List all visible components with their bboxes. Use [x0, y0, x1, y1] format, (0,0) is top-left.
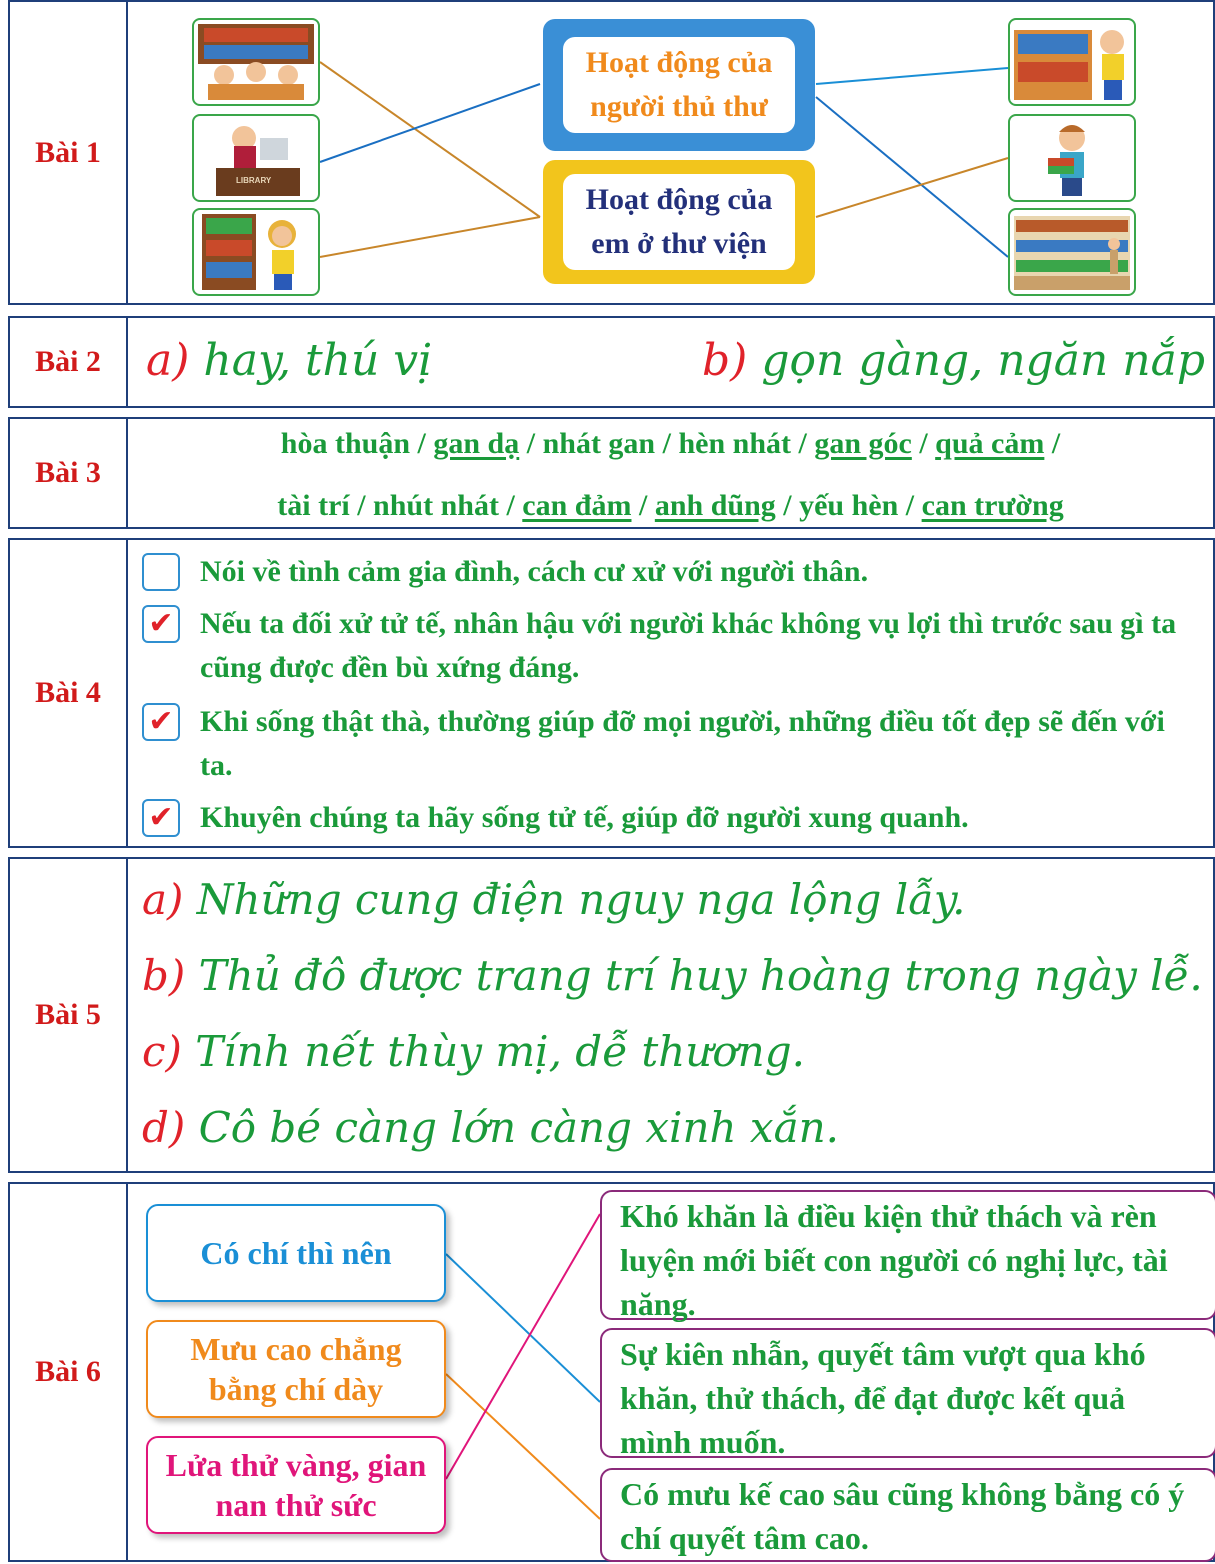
checkbox-4[interactable]: [142, 799, 180, 837]
exercise-4-row: [8, 538, 1215, 848]
match-line-1: [320, 62, 540, 217]
option-1-text: Nói về tình cảm gia đình, cách cư xử với người thân.: [200, 555, 869, 588]
checkbox-1[interactable]: [142, 553, 180, 591]
boy-carrying-books-icon[interactable]: [1008, 114, 1136, 202]
meaning-1-box[interactable]: [600, 1190, 1215, 1320]
librarian-desk-icon[interactable]: [192, 114, 320, 202]
word-text: /: [1044, 427, 1061, 460]
answer-2b: [702, 332, 1205, 390]
proverb-2-box[interactable]: [146, 1320, 446, 1418]
underlined-word: can trường: [921, 489, 1064, 522]
meaning-3-box[interactable]: [600, 1468, 1215, 1562]
exercise-3-row: [8, 417, 1215, 529]
answer-5d-marker: d): [142, 1103, 186, 1152]
answer-2b-text: gọn gàng, ngăn nắp: [761, 335, 1205, 386]
match-line-6: [816, 158, 1008, 217]
option-2-text: Nếu ta đối xử tử tế, nhân hậu với người khác không vụ lợi thì trước sau gì ta cũng được đền bù xứng đáng.: [200, 607, 1177, 684]
option-2: [142, 602, 1182, 690]
answer-5b: [142, 941, 1203, 1011]
checkmark-3: ✔: [148, 704, 174, 739]
girl-bookshelf-icon[interactable]: [192, 208, 320, 296]
student-activities-title: Hoạt động của em ở thư viện: [563, 174, 795, 270]
exercise-3-label: Bài 3: [10, 419, 128, 527]
match-line-3: [320, 217, 540, 257]
word-text: /: [410, 427, 434, 460]
word-list-line-2: [128, 475, 1213, 537]
word-text: / yếu hèn /: [775, 489, 922, 522]
meaning-2-box[interactable]: [600, 1328, 1215, 1458]
match-line-4: [816, 68, 1008, 84]
exercise-1-content: [128, 2, 1213, 303]
answer-5a: [142, 865, 965, 935]
answer-5c: [142, 1017, 805, 1087]
underlined-word: anh dũng: [654, 489, 776, 522]
answer-2a-marker: a): [146, 335, 190, 386]
underlined-word: quả cảm: [935, 427, 1045, 460]
boy-shelving-books-icon[interactable]: [1008, 18, 1136, 106]
underlined-word: gan dạ: [433, 427, 520, 460]
exercise-3-content: [128, 419, 1213, 527]
proverb-3-box[interactable]: [146, 1436, 446, 1534]
answer-2a: [146, 332, 432, 390]
exercise-5-content: [128, 859, 1213, 1171]
word-text: /: [631, 489, 655, 522]
exercise-1-label: Bài 1: [10, 2, 128, 303]
answer-5c-text: Tính nết thùy mị, dễ thương.: [195, 1027, 805, 1076]
exercise-6-label: Bài 6: [10, 1184, 128, 1560]
proverb-3-text: Lửa thử vàng, gian nan thử sức: [165, 1447, 427, 1523]
exercise-4-label: Bài 4: [10, 540, 128, 846]
option-4: [142, 796, 969, 840]
exercise-5-row: [8, 857, 1215, 1173]
word-text: /: [911, 427, 936, 460]
proverb-line-1: [446, 1254, 600, 1402]
meaning-2-text: Sự kiên nhẫn, quyết tâm vượt qua khó khăn, thử thách, để đạt được kết quả mình muốn.: [620, 1336, 1146, 1460]
proverb-line-3: [446, 1214, 600, 1479]
checkbox-2[interactable]: [142, 605, 180, 643]
exercise-2-label: Bài 2: [10, 318, 128, 406]
meaning-1-text: Khó khăn là điều kiện thử thách và rèn luyện mới biết con người có nghị lực, tài năng.: [620, 1198, 1168, 1322]
answer-5d-text: Cô bé càng lớn càng xinh xắn.: [198, 1103, 840, 1152]
answer-2a-text: hay, thú vị: [203, 335, 433, 386]
answer-2b-marker: b): [702, 335, 748, 386]
option-3-text: Khi sống thật thà, thường giúp đỡ mọi người, những điều tốt đẹp sẽ đến với ta.: [200, 705, 1165, 782]
exercise-5-label: Bài 5: [10, 859, 128, 1171]
word-text: tài trí / nhút nhát /: [277, 489, 523, 522]
student-activities-board: [543, 160, 815, 284]
exercise-2-content: [128, 318, 1213, 406]
proverb-line-2: [446, 1374, 600, 1519]
answer-5a-text: Những cung điện nguy nga lộng lẫy.: [196, 875, 966, 924]
proverb-1-box[interactable]: [146, 1204, 446, 1302]
proverb-1-text: Có chí thì nên: [200, 1235, 392, 1271]
answer-5d: [142, 1093, 839, 1163]
match-line-2: [320, 84, 540, 162]
exercise-6-row: [8, 1182, 1215, 1562]
librarian-activities-board: [543, 19, 815, 151]
option-3: [142, 700, 1202, 788]
option-1: [142, 550, 868, 594]
children-reading-icon[interactable]: [192, 18, 320, 106]
word-list-line-1: [128, 413, 1213, 475]
match-line-5: [816, 97, 1008, 257]
answer-5c-marker: c): [142, 1027, 182, 1076]
exercise-4-content: [128, 540, 1213, 846]
exercise-2-row: [8, 316, 1215, 408]
word-text: hòa thuận: [280, 427, 411, 460]
checkbox-3[interactable]: [142, 703, 180, 741]
answer-5b-text: Thủ đô được trang trí huy hoàng trong ngày lễ.: [198, 951, 1203, 1000]
exercise-1-row: [8, 0, 1215, 305]
underlined-word: can đảm: [522, 489, 632, 522]
answer-5b-marker: b): [142, 951, 186, 1000]
word-text: / nhát gan / hèn nhát /: [519, 427, 815, 460]
option-4-text: Khuyên chúng ta hãy sống tử tế, giúp đỡ người xung quanh.: [200, 801, 969, 834]
checkmark-2: ✔: [148, 606, 174, 641]
proverb-2-text: Mưu cao chẳng bằng chí dày: [190, 1331, 402, 1407]
library-shelves-icon[interactable]: [1008, 208, 1136, 296]
desk-sign: LIBRARY: [236, 176, 272, 185]
underlined-word: gan góc: [814, 427, 912, 460]
librarian-activities-title: Hoạt động của người thủ thư: [563, 37, 795, 133]
checkmark-4: ✔: [148, 800, 174, 835]
exercise-6-content: [128, 1184, 1213, 1560]
answer-5a-marker: a): [142, 875, 184, 924]
meaning-3-text: Có mưu kế cao sâu cũng không bằng có ý chí quyết tâm cao.: [620, 1476, 1185, 1556]
